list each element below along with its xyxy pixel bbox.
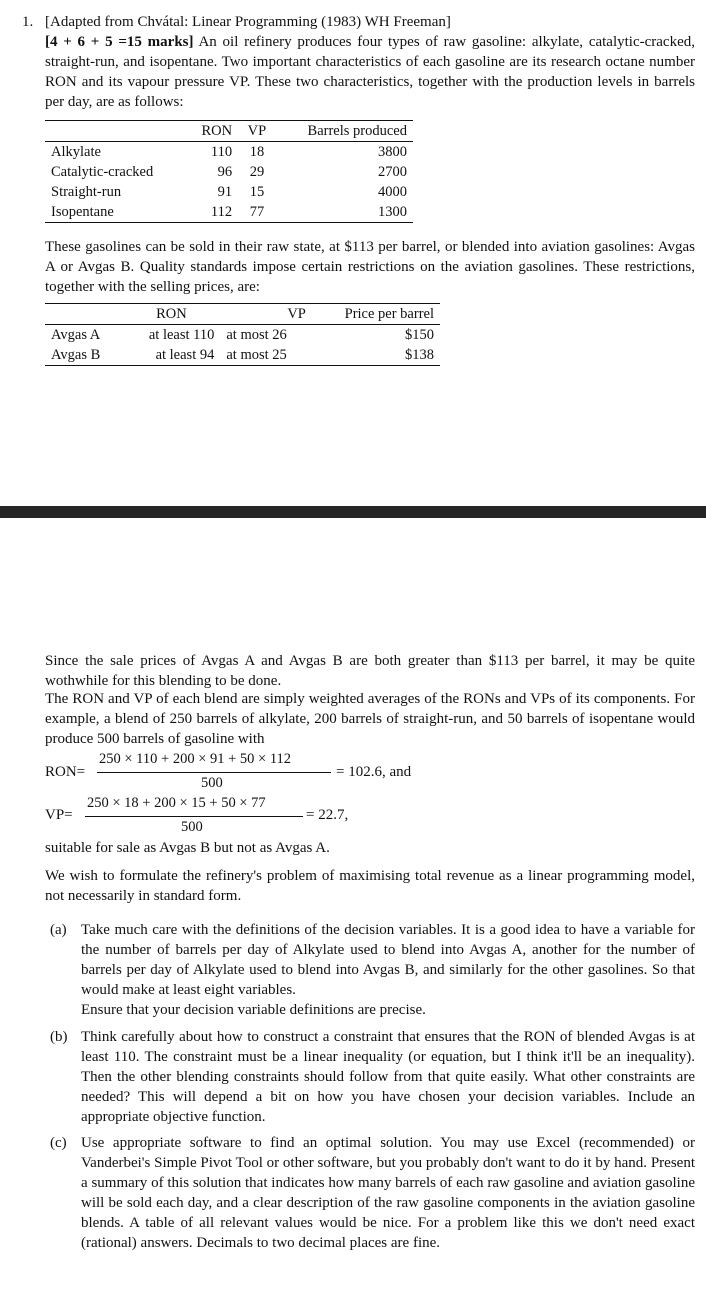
- table-cell: at most 25: [226, 347, 287, 363]
- table-cell: Alkylate: [51, 144, 101, 160]
- paragraph-suitability: suitable for sale as Avgas B but not as Avgas A.: [45, 840, 330, 856]
- table-cell: $138: [405, 347, 434, 363]
- table-header-cell: RON: [156, 306, 187, 322]
- table-header-cell: Barrels produced: [307, 123, 407, 139]
- vp-equation-label: VP=: [45, 807, 73, 823]
- part-text: Think carefully about how to construct a constraint that ensures that the RON of blended Avgas is at least 110. The constraint must be a linear inequality (or equation, but I think it'll be an inequality). Then the other blending constraints should follow from that quite easily. What other constraints are needed? This will depend a bit on how you have chosen your decision variables. Include an appropriate objective function.: [81, 1029, 695, 1125]
- table-cell: Avgas B: [51, 347, 101, 363]
- table-cell: 91: [217, 184, 233, 200]
- table-cell: Isopentane: [51, 204, 114, 220]
- part-label: (b): [50, 1029, 68, 1045]
- table-header-cell: [45, 121, 186, 142]
- ron-fraction-bar: [97, 772, 331, 773]
- ron-equation-denominator: 500: [201, 775, 223, 791]
- intro-text: An oil refinery produces four types of raw gasoline: alkylate, catalytic-cracked, straight-run, and isopentane. Two important characteristics of each gasoline are its research octane number RON and its vapour pressure VP. These two characteristics, together with the production levels in barrels per day, are as follows:: [45, 34, 695, 110]
- table-row: [45, 202, 413, 223]
- vp-equation-numerator: 250 × 18 + 200 × 15 + 50 × 77: [87, 795, 266, 811]
- table-cell: 18: [249, 144, 265, 160]
- source-citation: [Adapted from Chvátal: Linear Programming (1983) WH Freeman]: [45, 14, 451, 30]
- vp-equation-denominator: 500: [181, 819, 203, 835]
- table-cell: 15: [249, 184, 265, 200]
- paragraph-sale-options: These gasolines can be sold in their raw state, at $113 per barrel, or blended into aviation gasolines: Avgas A or Avgas B. Quality standards impose certain restrictions on the aviation gasolines. These restrictions, together with the selling prices, are:: [45, 239, 695, 295]
- table-cell: $150: [405, 327, 434, 343]
- table-row: [45, 162, 413, 182]
- table-header-row: [45, 304, 440, 325]
- table-row: [45, 325, 440, 346]
- table-cell: 110: [210, 144, 233, 160]
- table-header-cell: [45, 304, 122, 325]
- question-number: 1.: [22, 14, 34, 30]
- table-header-cell: Price per barrel: [344, 306, 434, 322]
- table-cell: Catalytic-cracked: [51, 164, 154, 180]
- question-intro: [45, 12, 695, 112]
- table-cell: 77: [249, 204, 265, 220]
- avgas-restrictions-table: [45, 303, 440, 366]
- vp-equation-result: = 22.7,: [306, 807, 349, 823]
- paragraph-weighted-averages: The RON and VP of each blend are simply weighted averages of the RONs and VPs of its components. For example, a blend of 250 barrels of alkylate, 200 barrels of straight-run, and 50 barrels of isopentane would produce 500 barrels of gasoline with: [45, 691, 695, 747]
- table-cell: at least 94: [155, 347, 215, 363]
- part-a-body: Take much care with the definitions of the decision variables. It is a good idea to have a variable for the number of barrels per day of Alkylate used to blend into Avgas A, another for the number of barrels per day of Alkylate used to blend into Avgas B, and similarly for the other gasolines. So that would make at least eight variables.: [81, 922, 695, 998]
- ron-equation-label: RON=: [45, 764, 86, 780]
- table-header-row: [45, 121, 413, 142]
- page-divider: [0, 506, 706, 518]
- table-cell: 4000: [378, 184, 407, 200]
- table-cell: 1300: [378, 204, 407, 220]
- part-label: (a): [50, 922, 67, 938]
- table-header-cell: RON: [201, 123, 233, 139]
- table-cell: 96: [217, 164, 233, 180]
- table-cell: 3800: [378, 144, 407, 160]
- paragraph-formulation: We wish to formulate the refinery's problem of maximising total revenue as a linear programming model, not necessarily in standard form.: [45, 868, 695, 904]
- table-cell: at least 110: [148, 327, 215, 343]
- table-cell: 29: [249, 164, 265, 180]
- vp-fraction-bar: [85, 816, 303, 817]
- table-cell: Straight-run: [51, 184, 122, 200]
- paragraph-blending-motivation: Since the sale prices of Avgas A and Avgas B are both greater than $113 per barrel, it may be quite wothwhile for this blending to be done.: [45, 653, 695, 689]
- table-row: [45, 345, 440, 366]
- table-cell: 112: [210, 204, 233, 220]
- ron-equation-numerator: 250 × 110 + 200 × 91 + 50 × 112: [99, 751, 292, 767]
- table-header-cell: VP: [247, 123, 267, 139]
- table-cell: 2700: [378, 164, 407, 180]
- part-label: (c): [50, 1135, 67, 1151]
- marks-label: [4 + 6 + 5 =15 marks]: [45, 34, 194, 50]
- part-text: [81, 920, 695, 1020]
- part-text: Use appropriate software to find an optimal solution. You may use Excel (recommended) or Vanderbei's Simple Pivot Tool or other software, but you probably don't want to do it by hand. Present a summary of this solution that indicates how many barrels of each raw gasoline and aviation gasoline will be sold each day, and a clear description of the raw gasoline components in the aviation gasoline blends. A table of all relevant values would be nice. For a problem like this we don't need exact (rational) answers. Decimals to two decimal places are fine.: [81, 1135, 695, 1251]
- gasoline-characteristics-table: [45, 120, 413, 223]
- part-a-note: Ensure that your decision variable definitions are precise.: [81, 1002, 426, 1018]
- table-row: [45, 142, 413, 163]
- table-cell: at most 26: [226, 327, 287, 343]
- table-row: [45, 182, 413, 202]
- ron-equation-result: = 102.6, and: [336, 764, 412, 780]
- table-header-cell: VP: [287, 306, 306, 322]
- table-cell: Avgas A: [51, 327, 101, 343]
